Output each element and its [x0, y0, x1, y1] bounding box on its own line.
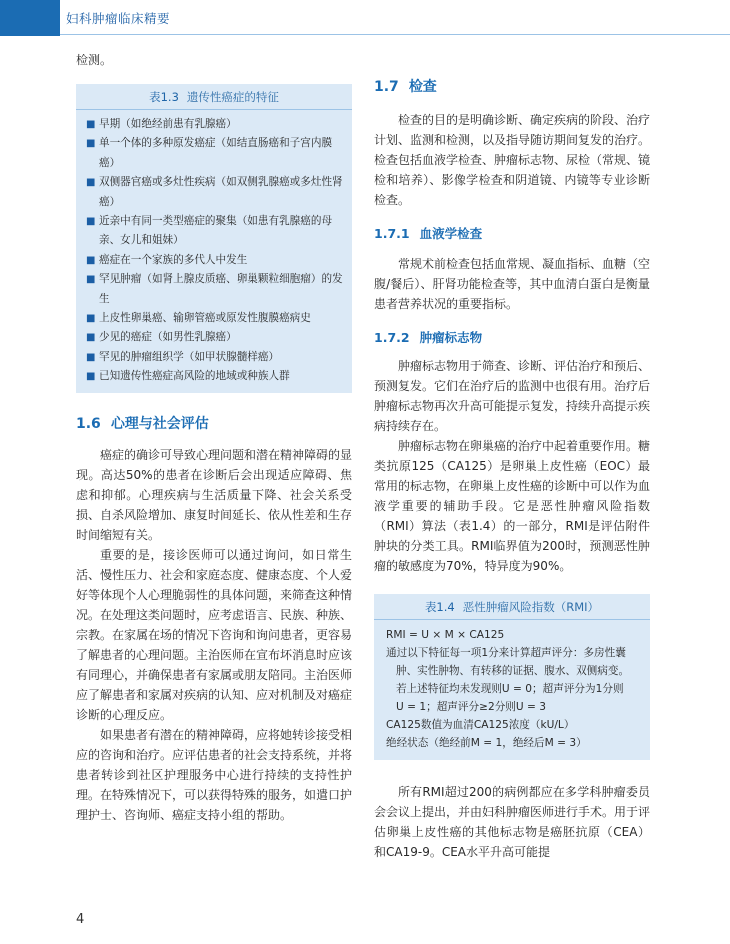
section-title: 检查 — [408, 79, 437, 95]
section-1-7-1-heading — [374, 224, 650, 242]
list-item: ■ 上皮性卵巢癌、输卵管癌或原发性腹膜癌病史 — [86, 309, 344, 328]
table-1-3-number: 表1.3 — [149, 90, 179, 104]
paragraph: 重要的是，接诊医师可以通过询问，如日常生活、慢性压力、社会和家庭态度、健康态度、个人爱好等体现个人心理脆弱性的具体问题，来筛查这种情况。在处理这类问题时，应考虑语言、民族、种族、宗教。在家属在场的情况下咨询和询问患者，更容易了解患者的心理问题。主治医师在宣布坏消息时应该有同理心，并确保患者有家属或朋友陪同。主治医师应了解患者和家属对疾病的认知、应对机制及对癌症诊断的心理反应。 — [76, 547, 353, 722]
section-1-6-body — [76, 445, 352, 825]
table-1-3-caption — [76, 84, 352, 110]
right-column — [374, 76, 650, 862]
table-1-4-caption — [374, 594, 650, 620]
paragraph: 肿瘤标志物用于筛查、诊断、评估治疗和预后、预测复发。它们在治疗后的监测中也很有用。治疗后肿瘤标志物再次升高可能提示复发，持续升高提示疾病持续存在。 — [374, 359, 651, 433]
continued-text: 检测。 — [76, 53, 113, 67]
list-item: ■ 少见的癌症（如男性乳腺癌） — [86, 328, 344, 347]
list-item: ■ 癌症在一个家族的多代人中发生 — [86, 251, 344, 270]
section-1-6-heading — [76, 413, 352, 433]
running-header — [0, 0, 730, 36]
section-number: 1.6 — [76, 415, 101, 432]
table-1-3-title: 遗传性癌症的特征 — [186, 90, 279, 104]
section-number: 1.7.2 — [374, 330, 410, 345]
section-1-7-heading — [374, 76, 650, 96]
list-item: ■ 罕见的肿瘤组织学（如甲状腺髓样癌） — [86, 348, 344, 367]
bullet-icon: ■ — [86, 274, 96, 286]
left-column — [76, 50, 352, 825]
list-item: ■ 罕见肿瘤（如肾上腺皮质癌、卵巢颗粒细胞瘤）的发生 — [86, 270, 344, 309]
paragraph: 常规术前检查包括血常规、凝血指标、血糖（空腹/餐后）、肝肾功能检查等，其中血清白蛋白是衡量患者营养状况的重要指标。 — [374, 257, 651, 311]
bullet-icon: ■ — [86, 177, 96, 189]
header-rule — [60, 34, 730, 35]
rmi-line: U = 1；超声评分≥2分则U = 3 — [396, 701, 546, 713]
header-color-block — [0, 0, 60, 36]
list-item: ■ 双侧器官癌或多灶性疾病（如双侧乳腺癌或多灶性肾癌） — [86, 173, 344, 212]
table-1-4 — [374, 594, 650, 760]
bullet-icon: ■ — [86, 351, 96, 363]
list-item: ■ 已知遗传性癌症高风险的地域或种族人群 — [86, 367, 344, 386]
bullet-icon: ■ — [86, 313, 96, 325]
paragraph: 癌症的确诊可导致心理问题和潜在精神障碍的显现。高达50%的患者在诊断后会出现适应障碍、焦虑和抑郁。心理疾病与生活质量下降、社会关系受损、自杀风险增加、康复时间延长、依从性差和生存时间缩短有关。 — [76, 447, 353, 542]
list-item: ■ 单一个体的多种原发癌症（如结直肠癌和子宫内膜癌） — [86, 134, 344, 173]
paragraph: 所有RMI超过200的病例都应在多学科肿瘤委员会会议上提出，并由妇科肿瘤医师进行手术。用于评估卵巢上皮性癌的其他标志物是癌胚抗原（CEA）和CA19-9。CEA水平升高可能提 — [374, 785, 651, 859]
section-1-7-2-body — [374, 356, 650, 576]
rmi-line: 绝经状态（绝经前M = 1，绝经后M = 3） — [386, 737, 587, 749]
list-item: ■ 近亲中有同一类型癌症的聚集（如患有乳腺癌的母亲、女儿和姐妹） — [86, 212, 344, 251]
paragraph: 检查的目的是明确诊断、确定疾病的阶段、治疗计划、监测和检测，以及指导随访期间复发的治疗。检查包括血液学检查、肿瘤标志物、尿检（常规、镜检和培养）、影像学检查和阴道镜、内镜等专业诊断检查。 — [374, 113, 651, 207]
table-1-3 — [76, 84, 352, 393]
list-item: ■ 早期（如绝经前患有乳腺癌） — [86, 115, 344, 134]
section-1-7-2-heading — [374, 328, 650, 346]
rmi-line: 肿、实性肿物、有转移的证据、腹水、双侧病变。 — [396, 665, 630, 677]
section-title: 心理与社会评估 — [110, 415, 209, 432]
bullet-icon: ■ — [86, 371, 96, 383]
table-1-4-body — [374, 620, 650, 760]
bullet-icon: ■ — [86, 138, 96, 150]
page-number: 4 — [76, 912, 85, 927]
rmi-line: 若上述特征均未发现则U = 0；超声评分为1分则 — [396, 683, 624, 695]
bullet-icon: ■ — [86, 332, 96, 344]
rmi-line: CA125数值为血清CA125浓度（kU/L） — [386, 719, 575, 731]
book-title: 妇科肿瘤临床精要 — [66, 11, 171, 26]
table-1-3-list — [76, 110, 352, 393]
section-title: 血液学检查 — [419, 226, 483, 241]
paragraph: 如果患者有潜在的精神障碍，应将她转诊接受相应的咨询和治疗。应评估患者的社会支持系统，并将患者转诊到社区护理服务中心进行持续的支持性护理。在特殊情况下，可以获得特殊的服务，如遣口护理护士、咨询师、癌症支持小组的帮助。 — [76, 727, 353, 822]
section-number: 1.7 — [374, 79, 399, 95]
bullet-icon: ■ — [86, 254, 96, 266]
bullet-icon: ■ — [86, 216, 96, 228]
rmi-line: 通过以下特征每一项1分来计算超声评分：多房性囊 — [386, 647, 626, 659]
table-1-4-number: 表1.4 — [424, 600, 455, 614]
bullet-icon: ■ — [86, 119, 96, 130]
section-number: 1.7.1 — [374, 226, 410, 241]
table-1-4-title: 恶性肿瘤风险指数（RMI） — [462, 600, 600, 614]
rmi-formula: RMI = U × M × CA125 — [386, 629, 505, 641]
section-title: 肿瘤标志物 — [419, 330, 483, 345]
paragraph: 肿瘤标志物在卵巢癌的治疗中起着重要作用。糖类抗原125（CA125）是卵巢上皮性癌（EOC）最常用的标志物，在卵巢上皮性癌的诊断中可以作为血液学重要的辅助手段。它是恶性肿瘤风险指数（RMI）算法（表1.4）的一部分，RMI是评估附件肿块的分类工具。RMI临界值为200时，预测恶性肿瘤的敏感度为70%，特异度为90%。 — [374, 439, 651, 573]
